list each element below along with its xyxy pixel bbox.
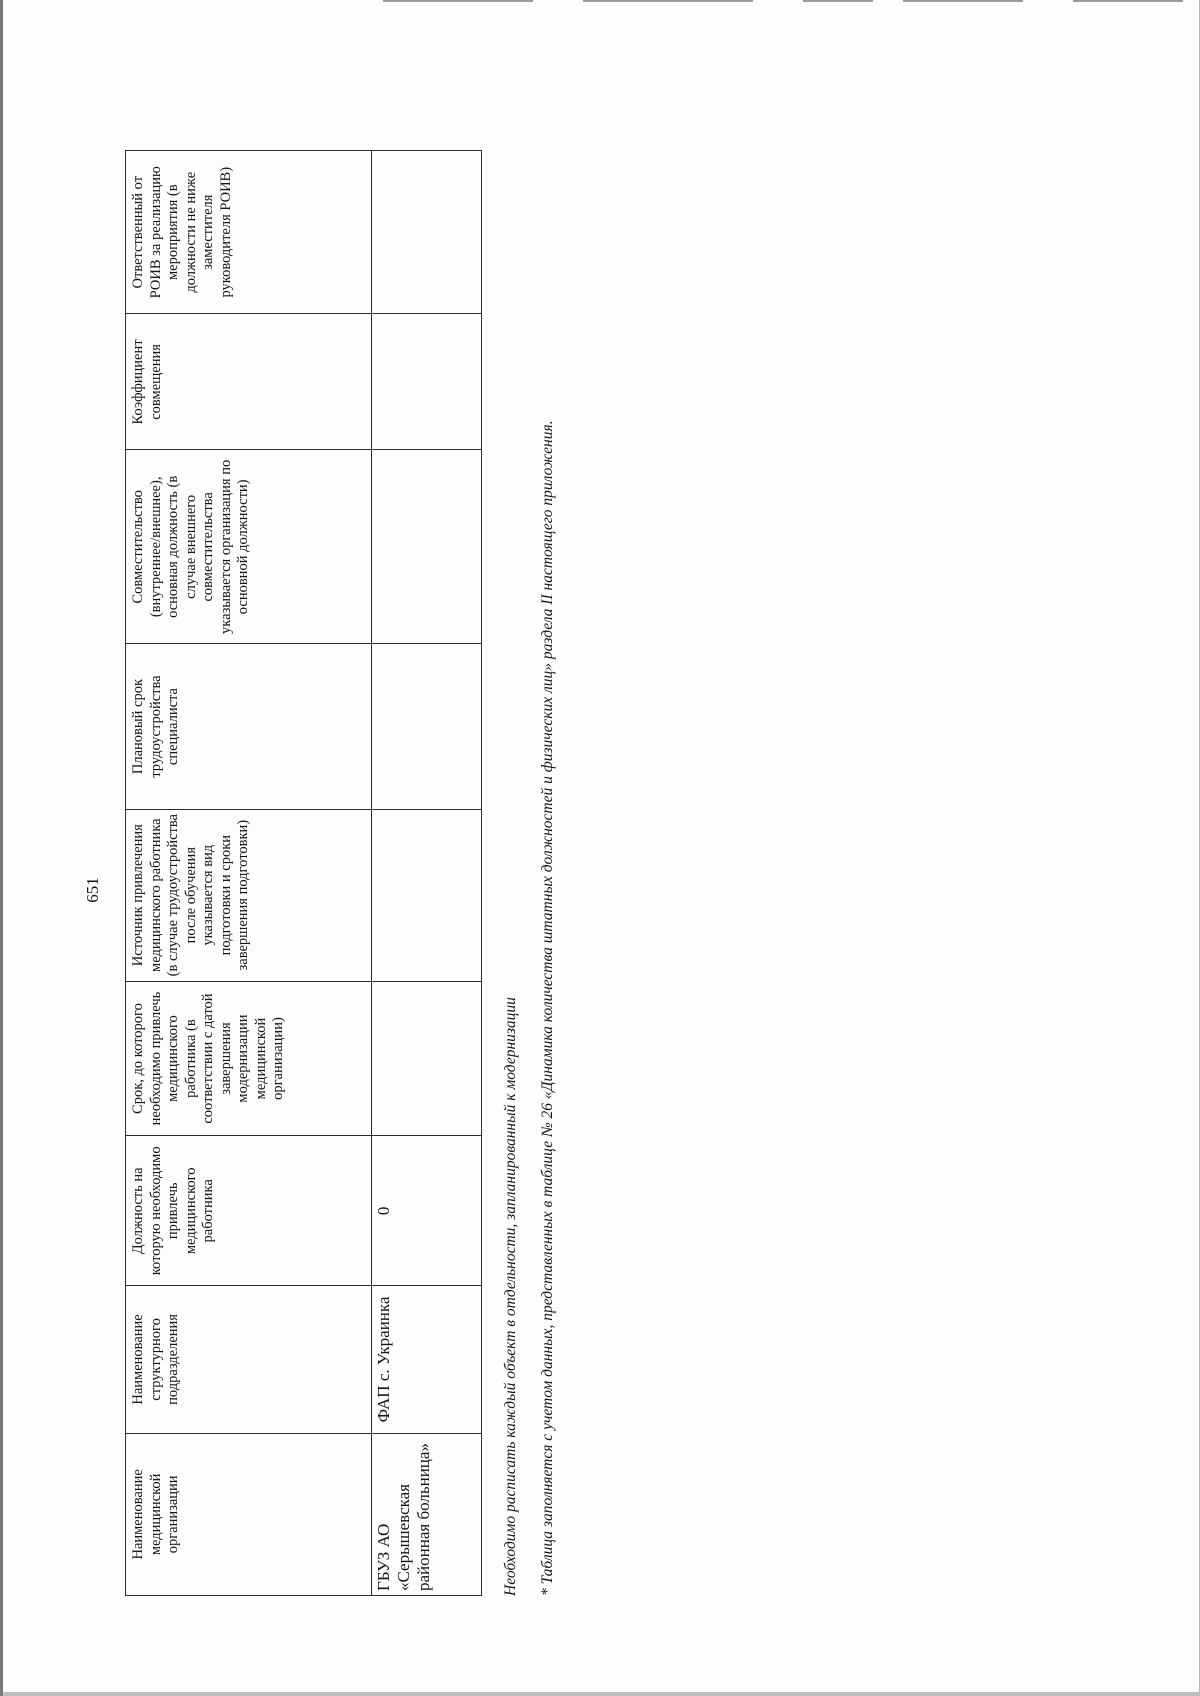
header-coefficient: Коэффициент совмещения <box>126 314 372 450</box>
page-number: 651 <box>83 877 102 903</box>
cell-responsible <box>372 151 482 314</box>
footnote-text: * Таблица заполняется с учетом данных, представленных в таблице № 26 «Динамика количества штатных должностей и физических лиц» раздела II настоящего приложения. <box>539 420 556 1596</box>
header-division: Наименование структурного подразделения <box>126 1286 372 1434</box>
header-organization: Наименование медицинской организации <box>126 1433 372 1595</box>
header-position: Должность на которую необходимо привлечь медицинского работника <box>126 1136 372 1286</box>
cell-combination <box>372 450 482 644</box>
cell-source <box>372 809 482 981</box>
cell-position: 0 <box>372 1136 482 1286</box>
note-text: Необходимо расписать каждый объект в отдельности, запланированный к модернизации <box>502 997 519 1596</box>
header-planned-date: Плановый срок трудоустройства специалиста <box>126 644 372 809</box>
cell-coefficient <box>372 314 482 450</box>
table-header-row <box>126 151 372 1596</box>
cell-planned-date <box>372 644 482 809</box>
header-responsible: Ответственный от РОИВ за реализацию мероприятия (в должности не ниже заместителя руководителя РОИВ) <box>126 151 372 314</box>
rotated-content <box>73 140 1133 1640</box>
table-row <box>372 151 482 1596</box>
cell-deadline <box>372 981 482 1136</box>
scan-bottom-edge <box>3 1692 1200 1696</box>
header-combination: Совместительство (внутреннее/внешнее), основная должность (в случае внешнего совместительства указывается организация по основной должности) <box>126 450 372 644</box>
header-deadline: Срок, до которого необходимо привлечь медицинского работника (в соответствии с датой завершения модернизации медицинской организации) <box>126 981 372 1136</box>
scan-top-edge <box>383 0 1183 3</box>
header-source: Источник привлечения медицинского работника (в случае трудоустройства после обучения указывается вид подготовки и сроки завершения подготовки) <box>126 809 372 981</box>
staffing-table <box>125 150 482 1596</box>
cell-organization: ГБУЗ АО «Серышевская районная больница» <box>372 1433 482 1595</box>
cell-division: ФАП с. Украинка <box>372 1286 482 1434</box>
